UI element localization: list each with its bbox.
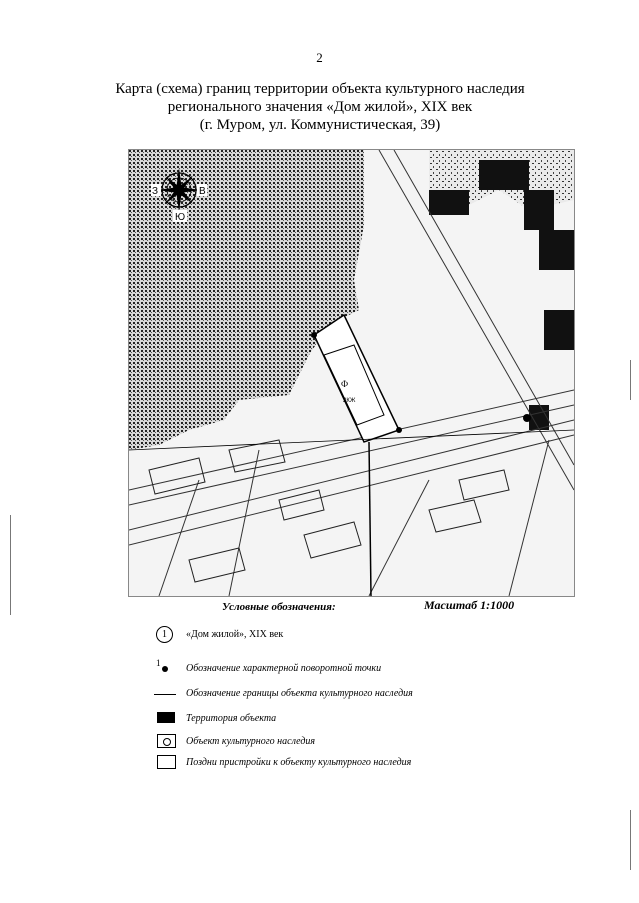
- compass-label-west: З: [152, 186, 159, 197]
- legend-item-heritage-object: [152, 733, 482, 751]
- territory-symbol: [157, 712, 175, 723]
- legend-item-label: Обозначение границы объекта культурного наследия: [186, 688, 413, 699]
- turning-point: [311, 332, 317, 338]
- title-line-3: (г. Муром, ул. Коммунистическая, 39): [199, 117, 441, 133]
- territory-block: [479, 160, 529, 190]
- turning-point-symbol: 1: [152, 660, 174, 678]
- legend-item-turning-point: [152, 660, 482, 678]
- scan-margin-mark: [10, 515, 11, 615]
- legend-item-label: Территория объекта: [186, 713, 277, 724]
- legend-title: Условные обозначения:: [222, 601, 336, 613]
- legend-item-label: Объект культурного наследия: [186, 736, 316, 747]
- territory-block: [539, 230, 574, 270]
- territory-block: [429, 190, 469, 215]
- boundary-line-symbol: [154, 694, 176, 695]
- legend-item-later-additions: [152, 754, 482, 772]
- map-scale: Масштаб 1:1000: [424, 598, 515, 612]
- page-number: 2: [316, 50, 323, 65]
- legend-item-territory: [152, 710, 482, 728]
- building-label: 2КЖ: [343, 398, 356, 404]
- object-number-symbol: 1: [156, 626, 173, 643]
- boundary-line: [369, 442, 371, 596]
- boundary-map: [128, 149, 575, 597]
- document-title: [80, 80, 560, 134]
- heritage-object-symbol: [157, 734, 176, 748]
- legend-item-boundary: [152, 685, 482, 703]
- compass-label-east: В: [199, 186, 206, 197]
- territory-block: [544, 310, 574, 350]
- compass-label-south: Ю: [175, 212, 186, 223]
- scan-margin-mark: [630, 360, 631, 400]
- title-line-1: Карта (схема) границ территории объекта культурного наследия: [115, 81, 525, 97]
- legend-item-label: Обозначение характерной поворотной точки: [186, 663, 382, 674]
- legend-item-label: Поздни пристройки к объекту культурного наследия: [186, 757, 412, 768]
- scan-margin-mark: [630, 810, 631, 870]
- territory-block: [524, 190, 554, 230]
- aerial-texture: [129, 150, 364, 450]
- title-line-2: регионального значения «Дом жилой», XIX век: [167, 99, 473, 115]
- turning-point: [396, 427, 402, 433]
- map-drawing: [129, 150, 574, 596]
- plan-buildings: [149, 440, 509, 582]
- legend-item-label: «Дом жилой», XIX век: [186, 629, 284, 640]
- later-additions-symbol: [157, 755, 176, 769]
- building-symbol: Ф: [341, 379, 349, 389]
- legend-item-object: [152, 626, 482, 644]
- turning-point: [523, 414, 531, 422]
